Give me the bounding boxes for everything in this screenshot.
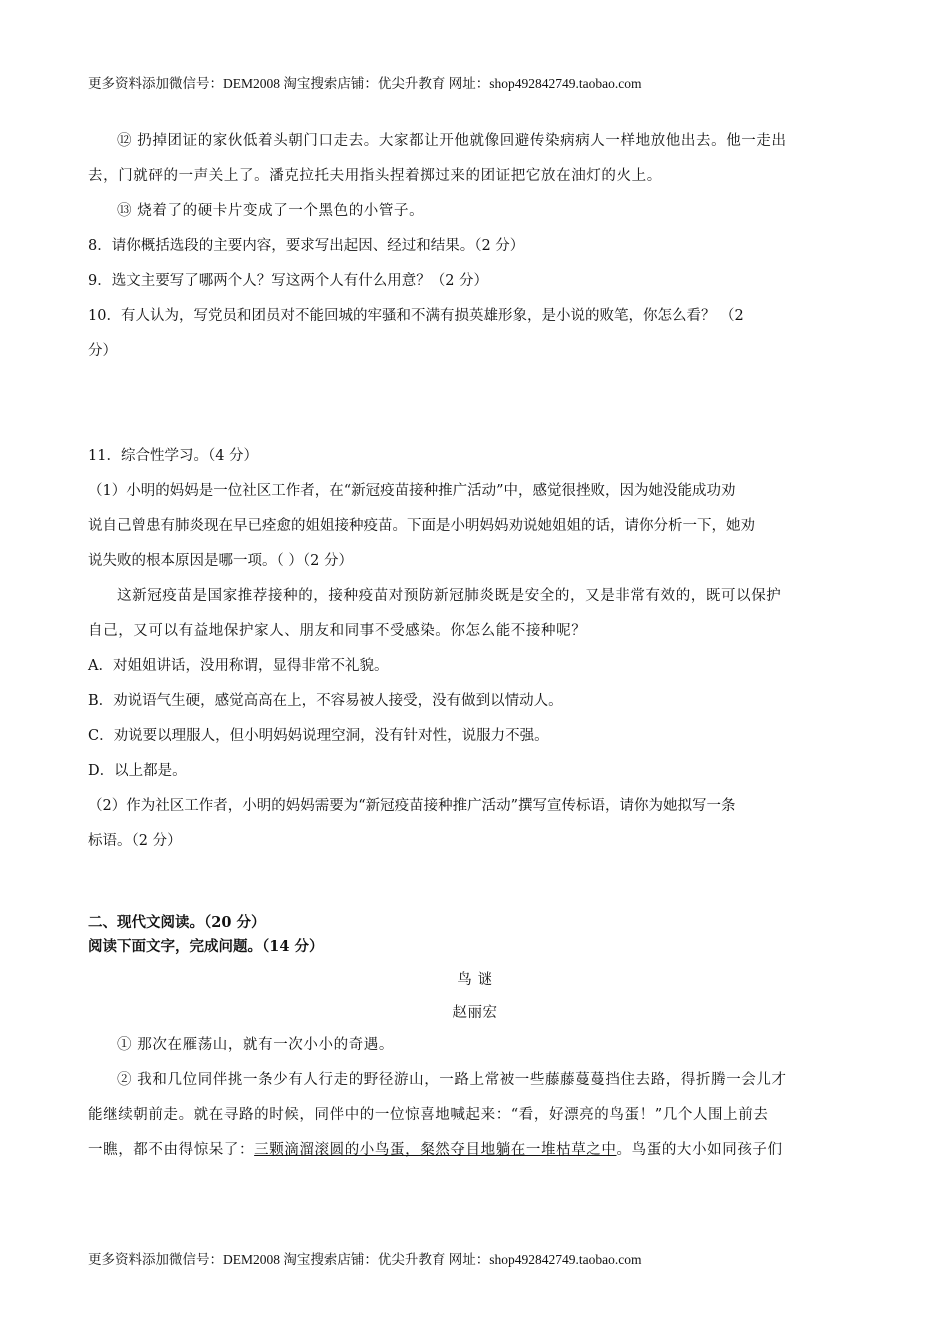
paragraph-13: ⑬ 烧着了的硬卡片变成了一个黑色的小管子。 xyxy=(117,203,425,219)
question-11-part-1-line-1: （1）小明的妈妈是一位社区工作者，在“新冠疫苗接种推广活动”中，感觉很挫败，因为她没能成功劝 xyxy=(88,483,736,499)
quote-line-2: 自己，又可以有益地保护家人、朋友和同事不受感染。你怎么能不接种呢？ xyxy=(88,623,587,639)
quote-line-1: 这新冠疫苗是国家推荐接种的，接种疫苗对预防新冠肺炎既是安全的，又是非常有效的，既可以保护 xyxy=(117,588,782,604)
article-paragraph-2-line-1: ② 我和几位同伴挑一条少有人行走的野径游山，一路上常被一些藤藤蔓蔓挡住去路，得折腾一会儿才 xyxy=(117,1072,787,1088)
option-d: D．以上都是。 xyxy=(88,763,187,779)
page-footer: 更多资料添加微信号：DEM2008 淘宝搜索店铺：优尖升教育 网址：shop492842749.taobao.com xyxy=(88,1252,642,1267)
answer-space xyxy=(88,369,862,439)
page-content xyxy=(88,124,862,1168)
paragraph-12-line-1: ⑫ 扔掉团证的家伙低着头朝门口走去。大家都让开他就像回避传染病病人一样地放他出去。他一走出 xyxy=(117,133,787,149)
question-10-line-2: 分） xyxy=(88,343,117,359)
section-gap xyxy=(88,859,862,911)
question-9: 9．选文主要写了哪两个人？写这两个人有什么用意？（2 分） xyxy=(88,273,489,289)
question-11-part-2-line-2: 标语。（2 分） xyxy=(88,833,182,849)
paragraph-12-line-2: 去，门就砰的一声关上了。潘克拉托夫用指头捏着掷过来的团证把它放在油灯的火上。 xyxy=(88,168,662,184)
section-2-subtitle: 阅读下面文字，完成问题。（14 分） xyxy=(88,938,324,955)
text-segment: 一瞧，都不由得惊呆了： xyxy=(88,1142,255,1158)
question-11-title: 11．综合性学习。（4 分） xyxy=(88,448,259,464)
article-title: 鸟 谜 xyxy=(457,972,493,988)
question-10-line-1: 10．有人认为，写党员和团员对不能回城的牢骚和不满有损英雄形象，是小说的败笔，你怎么看？ （2 xyxy=(88,308,744,324)
question-11-part-2-line-1: （2）作为社区工作者，小明的妈妈需要为“新冠疫苗接种推广活动”撰写宣传标语，请你为她拟写一条 xyxy=(88,798,736,814)
option-c: C．劝说要以理服人，但小明妈妈说理空洞，没有针对性，说服力不强。 xyxy=(88,728,549,744)
page-header: 更多资料添加微信号：DEM2008 淘宝搜索店铺：优尖升教育 网址：shop492842749.taobao.com xyxy=(88,76,642,91)
article-paragraph-2-line-2: 能继续朝前走。就在寻路的时候，同伴中的一位惊喜地喊起来：“看，好漂亮的鸟蛋！”几个人围上前去 xyxy=(88,1107,769,1123)
question-11-part-1-line-2: 说自己曾患有肺炎现在早已痊愈的姐姐接种疫苗。下面是小明妈妈劝说她姐姐的话，请你分析一下，她劝 xyxy=(88,518,755,534)
option-a: A．对姐姐讲话，没用称谓，显得非常不礼貌。 xyxy=(88,658,389,674)
option-b: B．劝说语气生硬，感觉高高在上，不容易被人接受，没有做到以情动人。 xyxy=(88,693,563,709)
question-8: 8．请你概括选段的主要内容，要求写出起因、经过和结果。（2 分） xyxy=(88,238,525,254)
question-11-part-1-line-3: 说失败的根本原因是哪一项。（ ）（2 分） xyxy=(88,553,353,569)
article-paragraph-2-line-3 xyxy=(88,1133,862,1168)
underlined-sentence: 三颗滴溜滚圆的小鸟蛋，粲然夺目地躺在一堆枯草之中 xyxy=(254,1142,617,1158)
text-segment: 。鸟蛋的大小如同孩子们 xyxy=(616,1142,783,1158)
section-2-title: 二、现代文阅读。（20 分） xyxy=(88,914,266,931)
article-paragraph-1: ① 那次在雁荡山，就有一次小小的奇遇。 xyxy=(117,1037,395,1053)
article-author: 赵丽宏 xyxy=(452,1005,498,1021)
